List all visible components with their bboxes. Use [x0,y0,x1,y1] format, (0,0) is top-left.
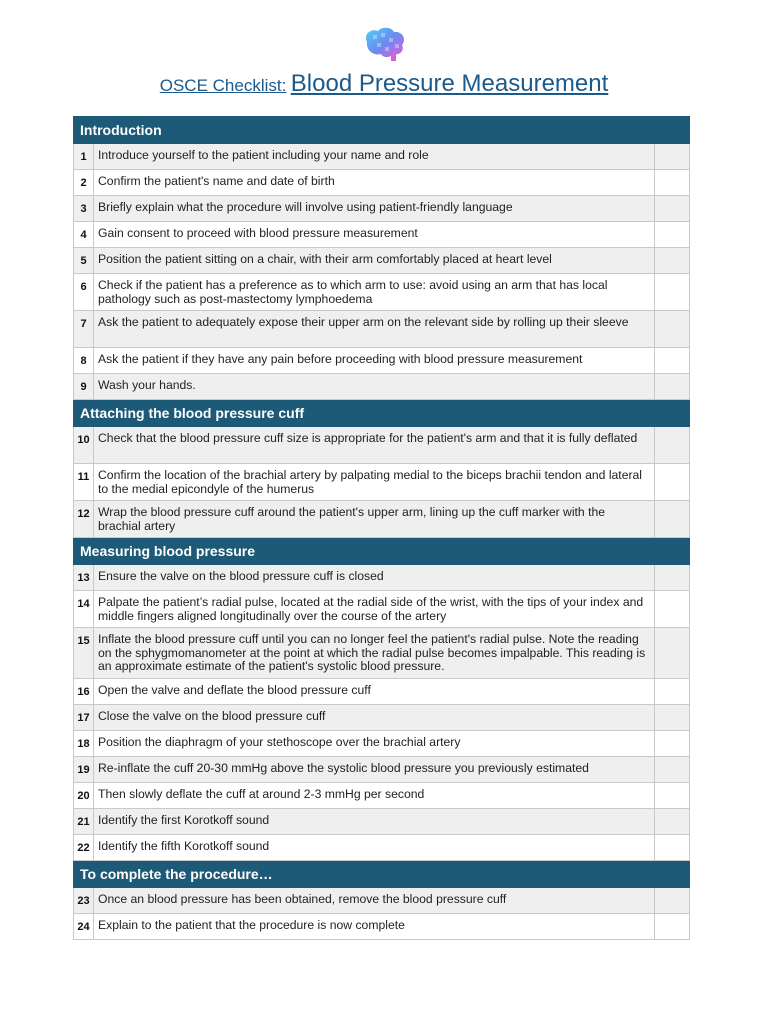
item-number: 20 [74,783,94,809]
item-text: Confirm the patient's name and date of birth [94,170,655,196]
item-number: 10 [74,427,94,464]
section-header-attaching-cuff [74,400,690,427]
item-text: Inflate the blood pressure cuff until you can no longer feel the patient's radial pulse. Note the reading on the sphygmomanometer at the point at which the radial pulse becomes impalpable. This reading is an approximate estimate of the patient's systolic blood pressure. [94,628,655,679]
checklist-row [74,835,690,861]
checklist-row [74,196,690,222]
item-number: 2 [74,170,94,196]
checkbox-cell[interactable] [654,591,689,628]
checklist-table [73,116,690,940]
section-title: Measuring blood pressure [74,538,690,565]
item-number: 6 [74,274,94,311]
checkbox-cell[interactable] [654,196,689,222]
checklist-row [74,628,690,679]
item-text: Position the diaphragm of your stethoscope over the brachial artery [94,731,655,757]
item-text: Ensure the valve on the blood pressure cuff is closed [94,565,655,591]
item-text: Gain consent to proceed with blood pressure measurement [94,222,655,248]
item-text: Check that the blood pressure cuff size is appropriate for the patient's arm and that it is fully deflated [94,427,655,464]
checklist-row [74,464,690,501]
item-text: Position the patient sitting on a chair, with their arm comfortably placed at heart level [94,248,655,274]
item-text: Re-inflate the cuff 20-30 mmHg above the systolic blood pressure you previously estimated [94,757,655,783]
checklist-row [74,144,690,170]
checkbox-cell[interactable] [654,705,689,731]
item-text: Introduce yourself to the patient including your name and role [94,144,655,170]
item-text: Open the valve and deflate the blood pressure cuff [94,679,655,705]
item-text: Wrap the blood pressure cuff around the patient's upper arm, lining up the cuff marker with the brachial artery [94,501,655,538]
checkbox-cell[interactable] [654,679,689,705]
section-title: To complete the procedure… [74,861,690,888]
item-number: 11 [74,464,94,501]
item-number: 3 [74,196,94,222]
item-text: Once an blood pressure has been obtained, remove the blood pressure cuff [94,888,655,914]
item-text: Ask the patient to adequately expose their upper arm on the relevant side by rolling up their sleeve [94,311,655,348]
item-number: 17 [74,705,94,731]
checkbox-cell[interactable] [654,248,689,274]
checklist-row [74,914,690,940]
checkbox-cell[interactable] [654,628,689,679]
checkbox-cell[interactable] [654,374,689,400]
checklist-row [74,705,690,731]
item-number: 12 [74,501,94,538]
checkbox-cell[interactable] [654,757,689,783]
checklist-row [74,679,690,705]
checkbox-cell[interactable] [654,311,689,348]
item-number: 14 [74,591,94,628]
checkbox-cell[interactable] [654,888,689,914]
item-number: 18 [74,731,94,757]
section-title: Attaching the blood pressure cuff [74,400,690,427]
item-number: 24 [74,914,94,940]
checklist-row [74,222,690,248]
item-text: Identify the fifth Korotkoff sound [94,835,655,861]
item-text: Briefly explain what the procedure will involve using patient-friendly language [94,196,655,222]
section-header-complete [74,861,690,888]
item-number: 13 [74,565,94,591]
checkbox-cell[interactable] [654,274,689,311]
checkbox-cell[interactable] [654,348,689,374]
checklist-row [74,757,690,783]
checklist-row [74,274,690,311]
item-text: Confirm the location of the brachial artery by palpating medial to the biceps brachii tendon and lateral to the medial epicondyle of the humerus [94,464,655,501]
checklist-row [74,501,690,538]
item-text: Close the valve on the blood pressure cuff [94,705,655,731]
checkbox-cell[interactable] [654,914,689,940]
page-title [0,70,768,98]
item-number: 8 [74,348,94,374]
section-title: Introduction [74,117,690,144]
checkbox-cell[interactable] [654,170,689,196]
checklist-row [74,374,690,400]
item-text: Ask the patient if they have any pain before proceeding with blood pressure measurement [94,348,655,374]
checkbox-cell[interactable] [654,501,689,538]
checklist-row [74,591,690,628]
item-number: 19 [74,757,94,783]
checkbox-cell[interactable] [654,222,689,248]
item-number: 23 [74,888,94,914]
checklist-row [74,783,690,809]
title-main: Blood Pressure Measurement [290,70,609,97]
checkbox-cell[interactable] [654,783,689,809]
item-number: 22 [74,835,94,861]
item-text: Explain to the patient that the procedure is now complete [94,914,655,940]
item-number: 21 [74,809,94,835]
checkbox-cell[interactable] [654,809,689,835]
checklist-row [74,809,690,835]
item-text: Identify the first Korotkoff sound [94,809,655,835]
checkbox-cell[interactable] [654,427,689,464]
checkbox-cell[interactable] [654,565,689,591]
item-number: 7 [74,311,94,348]
checklist-row [74,348,690,374]
section-header-measuring [74,538,690,565]
item-number: 15 [74,628,94,679]
checkbox-cell[interactable] [654,731,689,757]
item-number: 1 [74,144,94,170]
checklist-row [74,427,690,464]
checklist-row [74,248,690,274]
item-number: 4 [74,222,94,248]
checkbox-cell[interactable] [654,464,689,501]
section-header-introduction [74,117,690,144]
checklist-row [74,565,690,591]
checklist-row [74,888,690,914]
checkbox-cell[interactable] [654,835,689,861]
item-text: Palpate the patient’s radial pulse, located at the radial side of the wrist, with the tips of your index and middle fingers aligned longitudinally over the course of the artery [94,591,655,628]
item-text: Check if the patient has a preference as to which arm to use: avoid using an arm that has local pathology such as post-mastectomy lymphoedema [94,274,655,311]
item-text: Wash your hands. [94,374,655,400]
item-number: 9 [74,374,94,400]
item-number: 5 [74,248,94,274]
checklist-row [74,170,690,196]
item-number: 16 [74,679,94,705]
item-text: Then slowly deflate the cuff at around 2-3 mmHg per second [94,783,655,809]
title-prefix: OSCE Checklist: [159,76,287,95]
checkbox-cell[interactable] [654,144,689,170]
checklist-row [74,731,690,757]
checklist-row [74,311,690,348]
brain-logo-icon [361,26,407,64]
